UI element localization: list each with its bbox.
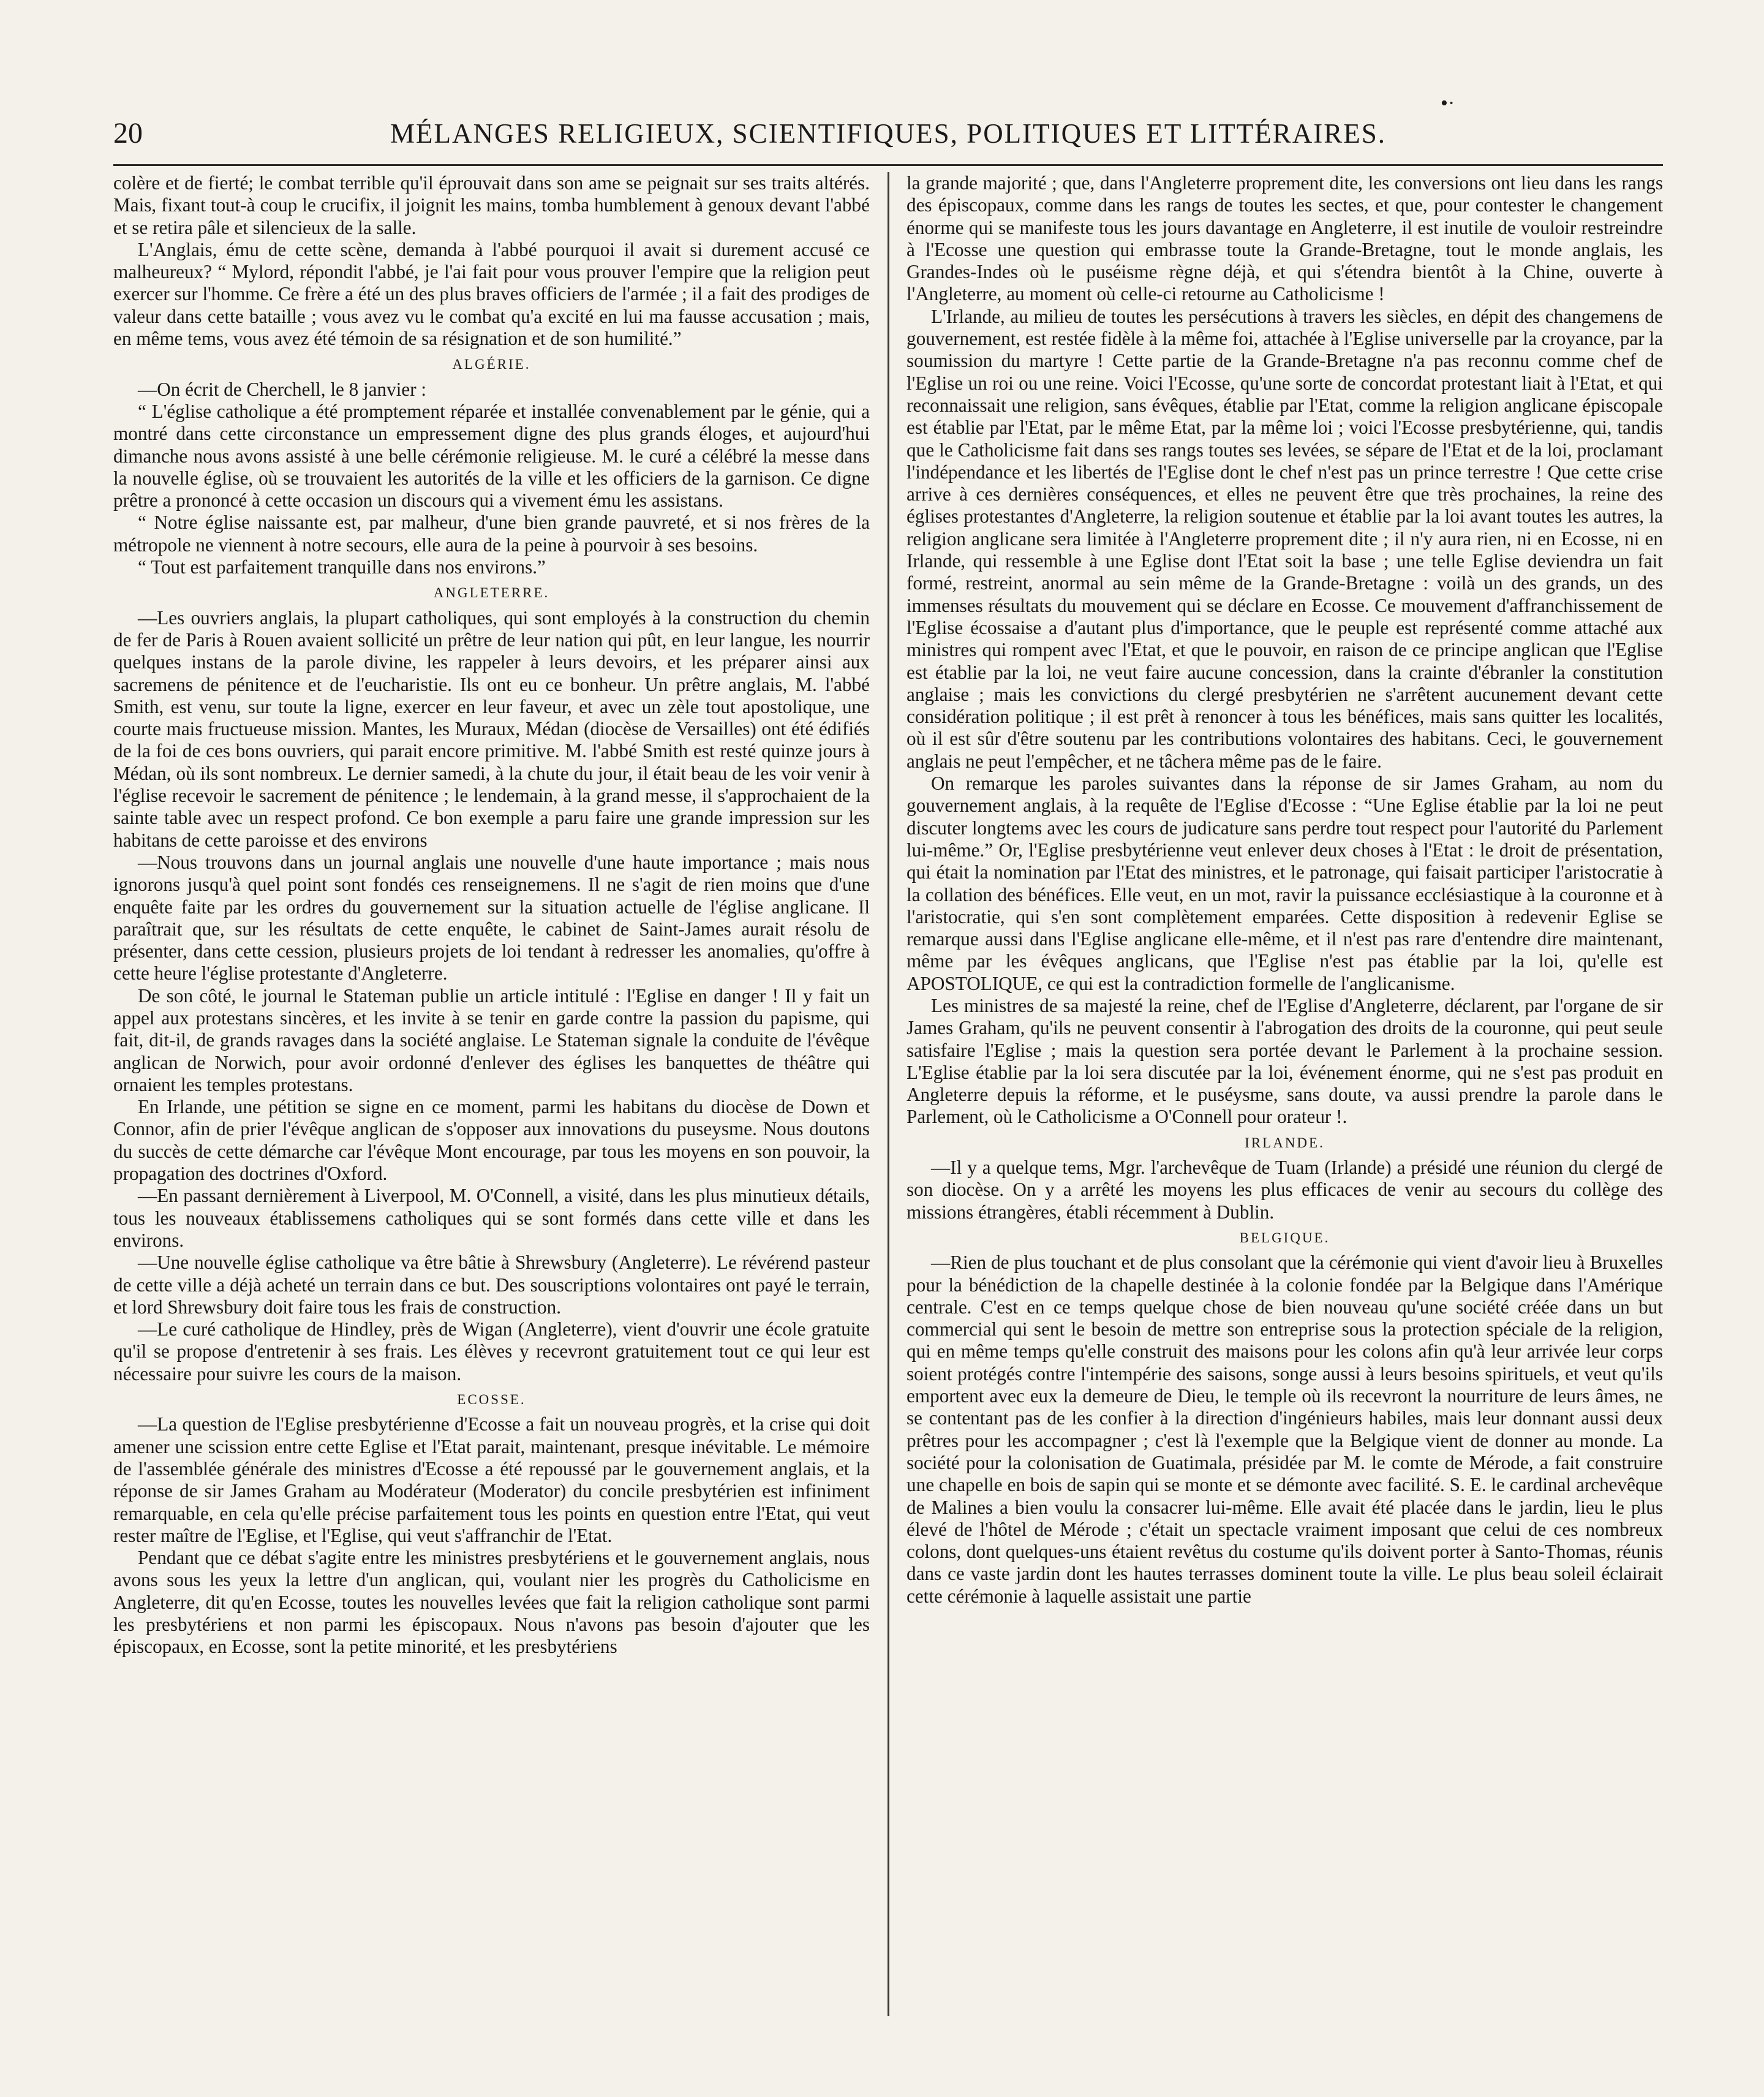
article-paragraph: On remarque les paroles suivantes dans la réponse de sir James Graham, au nom du gouvernement anglais, à la requête de l'Eglise d'Ecosse : “Une Eglise établie par la loi ne peut discuter longtems avec les cours de judicature sans perdre tout respect pour l'autorité du Parlement lui-même.” Or, l'Eglise presbytérienne veut enlever deux choses à l'Etat : le droit de présentation, qui était la nomination par l'Etat des ministres, et le patronage, qui faisait participer l'aristocratie à la collation des bénéfices. Elle veut, en un mot, ravir la puissance ecclésiastique à la couronne et à l'aristocratie, qui s'en sont complètement emparées. Cette disposition à redevenir Eglise se remarque aussi dans l'Eglise anglicane elle-même, et il n'est pas rare d'entendre dire maintenant, même par les évêques anglicans, que l'Eglise n'est pas établie par la loi, qu'elle est APOSTOLIQUE, ce qui est la contradiction formelle de l'anglicanisme.	[907, 773, 1663, 994]
article-paragraph: —Nous trouvons dans un journal anglais une nouvelle d'une haute importance ; mais nous ignorons jusqu'à quel point sont fondés ces renseignemens. Il ne s'agit de rien moins que d'une enquête faite par les ordres du gouvernement sur la situation actuelle de l'église anglicane. Il paraîtrait que, sur les résultats de cette enquête, le cabinet de Saint-James aurait résolu de présenter, dans cette cession, plusieurs projets de loi tendant à redresser les anomalies, qu'offre à cette heure l'église protestante d'Angleterre.	[113, 851, 870, 984]
right-column	[907, 172, 1663, 2016]
article-paragraph: De son côté, le journal le Stateman publie un article intitulé : l'Eglise en danger ! Il y fait un appel aux protestans sincères, et les invite à se tenir en garde contre la passion du papisme, qui fait, dit-il, de grands ravages dans la société anglaise. Le Stateman signale la conduite de l'évêque anglican de Norwich, pour avoir ordonné d'enlever des églises les banquettes de théâtre qui ornaient les temples protestans.	[113, 984, 870, 1095]
article-paragraph: En Irlande, une pétition se signe en ce moment, parmi les habitans du diocèse de Down et Connor, afin de prier l'évêque anglican de s'opposer aux innovations du puseysme. Nous doutons du succès de cette démarche car l'évêque Mont encourage, par tous les moyens en son pouvoir, la propagation des doctrines d'Oxford.	[113, 1096, 870, 1185]
column-divider	[888, 172, 889, 2016]
section-heading-algerie: ALGÉRIE.	[452, 357, 531, 372]
two-column-body	[113, 172, 1663, 2016]
article-paragraph: L'Irlande, au milieu de toutes les persécutions à travers les siècles, en dépit des changemens de gouvernement, est restée fidèle à la même foi, attachée à l'Eglise universelle par la croyance, par la soumission du martyre ! Cette partie de la Grande-Bretagne n'a pas reconnu comme chef de l'Eglise un roi ou une reine. Voici l'Ecosse, qu'une sorte de concordat protestant liait à l'Etat, et qui reconnaissait une religion, sans évêques, établie par l'Etat, comme la religion anglicane épiscopale est établie par l'Etat, par le même Etat, par la même loi ; voici l'Ecosse presbytérienne, qui, tandis que le Catholicisme fait dans ses rangs toutes ses levées, se sépare de l'Etat et de la loi, proclamant l'indépendance et les libertés de l'Eglise dont le chef n'est pas un prince terrestre ! Que cette crise arrive à ces dernières conséquences, et elles ne peuvent être que très prochaines, la reine des églises protestantes d'Angleterre, la religion soutenue et établie par la loi avant toutes les autres, la religion anglicane sera limitée à l'Angleterre proprement dite ; il n'y aura rien, ni en Ecosse, ni en Irlande, qui ressemble à une Eglise dont l'Etat soit la base ; une telle Eglise deviendra un fait formé, restreint, anormal au sein même de la Grande-Bretagne : voilà un des grands, un des immenses résultats du mouvement qui se déclare en Ecosse. Ce mouvement d'affranchissement de l'Eglise écossaise a d'autant plus d'importance, que le peuple est représenté comme attaché aux ministres qui rompent avec l'Etat, et que le pouvoir, en raison de ce principe anglican que l'Eglise est établie par la loi, ne veut faire aucune concession, dans la crainte d'ébranler la constitution anglaise ; mais les convictions du clergé presbytérien ne s'arrêtent aucunement devant cette considération politique ; il est prêt à renoncer à tous les bénéfices, mais sans quitter les localités, où il est sûr d'être soutenu par les contributions volontaires des habitans. Ceci, le gouvernement anglais ne peut l'empêcher, et ne tâchera même pas de le faire.	[907, 305, 1663, 772]
article-paragraph: —Rien de plus touchant et de plus consolant que la cérémonie qui vient d'avoir lieu à Bruxelles pour la bénédiction de la chapelle destinée à la colonie fondée par la Belgique dans l'Amérique centrale. C'est en ce temps quelque chose de bien nouveau qu'une société créée dans un but commercial qui sent le besoin de mettre son entreprise sous la protection spéciale de la religion, qui en même temps qu'elle construit des maisons pour les colons afin qu'à leur arrivée leur corps soient protégés contre l'intempérie des saisons, songe aussi à leurs besoins spirituels, et veut qu'ils emportent avec eux la demeure de Dieu, le temple où ils recevront la nourriture de leurs âmes, ne se contentant pas de les confier à la direction d'ingénieurs habiles, mais leur donnant aussi deux prêtres pour les accompagner ; c'est là l'exemple que la Belgique vient de donner au monde. La société pour la colonisation de Guatimala, présidée par M. le comte de Mérode, a fait construire une chapelle en bois de sapin qui se monte et se démonte avec facilité. S. E. le cardinal archevêque de Malines a bien voulu la consacrer lui-même. Elle avait été placée dans le jardin, lieu le plus élevé de l'hôtel de Mérode ; c'était un spectacle vraiment imposant que celui de ces nombreux colons, dont quelques-uns étaient revêtus du costume qu'ils doivent porter à Santo-Thomas, réunis dans ce vaste jardin dont les hautes terrasses dominent toute la ville. Le plus beau soleil éclairait cette cérémonie à laquelle assistait une partie	[907, 1252, 1663, 1607]
section-heading-irlande: IRLANDE.	[1245, 1135, 1325, 1151]
article-paragraph: Les ministres de sa majesté la reine, chef de l'Eglise d'Angleterre, déclarent, par l'organe de sir James Graham, qu'ils ne peuvent consentir à l'abrogation des droits de la couronne, qui peut seule satisfaire l'Eglise ; mais la question sera portée devant le Parlement à la prochaine session. L'Eglise établie par la loi sera discutée par la loi, événement énorme, qui ne s'est pas produit en Angleterre depuis la réforme, et le puséysme, sans doute, va aussi prendre la parole dans le Parlement, où le Catholicisme a O'Connell pour orateur !.	[907, 994, 1663, 1128]
article-paragraph: —Il y a quelque tems, Mgr. l'archevêque de Tuam (Irlande) a présidé une réunion du clergé de son diocèse. On y a arrêté les moyens les plus efficaces de venir au secours du collège des missions étrangères, établi récemment à Dublin.	[907, 1157, 1663, 1223]
article-paragraph: colère et de fierté; le combat terrible qu'il éprouvait dans son ame se peignait sur ses traits altérés. Mais, fixant tout-à coup le crucifix, il joignit les mains, tomba humblement à genoux devant l'abbé et se retira pâle et silencieux de la salle.	[113, 172, 870, 238]
article-paragraph: —En passant dernièrement à Liverpool, M. O'Connell, a visité, dans les plus minutieux détails, tous les nouveaux établissemens catholiques qui se sont formés dans cette ville et dans les environs.	[113, 1185, 870, 1251]
article-paragraph: Pendant que ce débat s'agite entre les ministres presbytériens et le gouvernement anglais, nous avons sous les yeux la lettre d'un anglican, qui, voulant nier les progrès du Catholicisme en Angleterre, dit qu'en Ecosse, toutes les nouvelles levées que fait la religion catholique sont parmi les presbytériens et non parmi les épiscopaux. Nous n'avons pas besoin d'ajouter que les épiscopaux, en Ecosse, sont la petite minorité, et les presbytériens	[113, 1547, 870, 1658]
article-paragraph: L'Anglais, ému de cette scène, demanda à l'abbé pourquoi il avait si durement accusé ce malheureux? “ Mylord, répondit l'abbé, je l'ai fait pour vous prouver l'empire que la religion peut exercer sur l'homme. Ce frère a été un des plus braves officiers de l'armée ; il a fait des prodiges de valeur dans cette bataille ; vous avez vu le combat qu'a excité en lui ma fausse accusation ; mais, en même tems, vous avez été témoin de sa résignation et de son humilité.”	[113, 238, 870, 350]
running-title: MÉLANGES RELIGIEUX, SCIENTIFIQUES, POLITIQUES ET LITTÉRAIRES.	[390, 118, 1387, 149]
section-heading-belgique: BELGIQUE.	[1239, 1230, 1330, 1245]
article-paragraph: “ Tout est parfaitement tranquille dans nos environs.”	[138, 556, 546, 578]
article-paragraph: —La question de l'Eglise presbytérienne d'Ecosse a fait un nouveau progrès, et la crise qui doit amener une scission entre cette Eglise et l'Etat parait, maintenant, presque inévitable. Le mémoire de l'assemblée générale des ministres d'Ecosse a été repoussé par le gouvernement anglais, et la réponse de sir James Graham au Modérateur (Moderator) du concile presbytérien est infiniment remarquable, en cela qu'elle précise parfaitement tous les points en question entre l'Etat, qui veut rester maître de l'Eglise, et l'Eglise, qui veut s'affranchir de l'Etat.	[113, 1413, 870, 1546]
article-paragraph: la grande majorité ; que, dans l'Angleterre proprement dite, les conversions ont lieu dans les rangs des épiscopaux, comme dans les rangs de toutes les sectes, et que, pour contester le changement énorme qui se manifeste tous les jours davantage en Angleterre, il est inutile de vouloir restreindre à l'Ecosse une question qui embrasse toute la Grande-Bretagne, tout le monde anglais, les Grandes-Indes où le puséisme règne déjà, et qui s'étendra bientôt à la Chine, ouverte à l'Angleterre, au moment où celle-ci retourne au Catholicisme !	[907, 172, 1663, 305]
section-heading-ecosse: ECOSSE.	[457, 1392, 526, 1408]
article-paragraph: —Le curé catholique de Hindley, près de Wigan (Angleterre), vient d'ouvrir une école gratuite qu'il se propose d'entretenir à ses frais. Les élèves y recevront gratuitement tout ce qui leur est nécessaire pour suivre les cours de la maison.	[113, 1318, 870, 1385]
article-paragraph: “ Notre église naissante est, par malheur, d'une bien grande pauvreté, et si nos frères de la métropole ne viennent à notre secours, elle aura de la peine à pourvoir à ses besoins.	[113, 512, 870, 556]
left-column	[113, 172, 870, 2016]
article-paragraph: —Les ouvriers anglais, la plupart catholiques, qui sont employés à la construction du chemin de fer de Paris à Rouen avaient sollicité un prêtre de leur nation qui pût, en leur langue, les nourrir quelques instans de la parole divine, les rappeler à leurs devoirs, et les préparer ainsi aux sacremens de pénitence et de l'eucharistie. Ils ont eu ce bonheur. Un prêtre anglais, M. l'abbé Smith, est venu, sur toute la ligne, exercer en leur faveur, et avec un zèle tout apostolique, une courte mais fructueuse mission. Mantes, les Muraux, Médan (diocèse de Versailles) ont été édifiés de la foi de ces bons ouvriers, qui parait encore primitive. M. l'abbé Smith est resté quinze jours à Médan, où ils sont nombreux. Le dernier samedi, à la chute du jour, il était beau de les voir venir à l'église recevoir le sacrement de pénitence ; le lendemain, à la grand messe, il s'approchaient de la sainte table avec un respect profond. Ce bon exemple a paru faire une grande impression sur les habitans de cette paroisse et des environs	[113, 606, 870, 851]
page-number: 20	[113, 117, 143, 149]
article-paragraph: —On écrit de Cherchell, le 8 janvier :	[138, 378, 427, 400]
article-paragraph: —Une nouvelle église catholique va être bâtie à Shrewsbury (Angleterre). Le révérend pasteur de cette ville a déjà acheté un terrain dans ce but. Des souscriptions volontaires ont payé le terrain, et lord Shrewsbury doit faire tous les frais de construction.	[113, 1252, 870, 1318]
article-paragraph: “ L'église catholique a été promptement réparée et installée convenablement par le génie, qui a montré dans cette circonstance un empressement digne des plus grands éloges, et aujourd'hui dimanche nous avons assisté à une belle cérémonie religieuse. M. le curé a célébré la messe dans la nouvelle église, où se trouvaient les autorités de la ville et les officiers de la garnison. Ce digne prêtre a prononcé à cette occasion un discours qui a vivement ému les assistans.	[113, 400, 870, 512]
section-heading-angleterre: ANGLETERRE.	[433, 585, 550, 601]
printer-ornament: •·	[1441, 92, 1455, 115]
page-header	[113, 116, 1663, 166]
